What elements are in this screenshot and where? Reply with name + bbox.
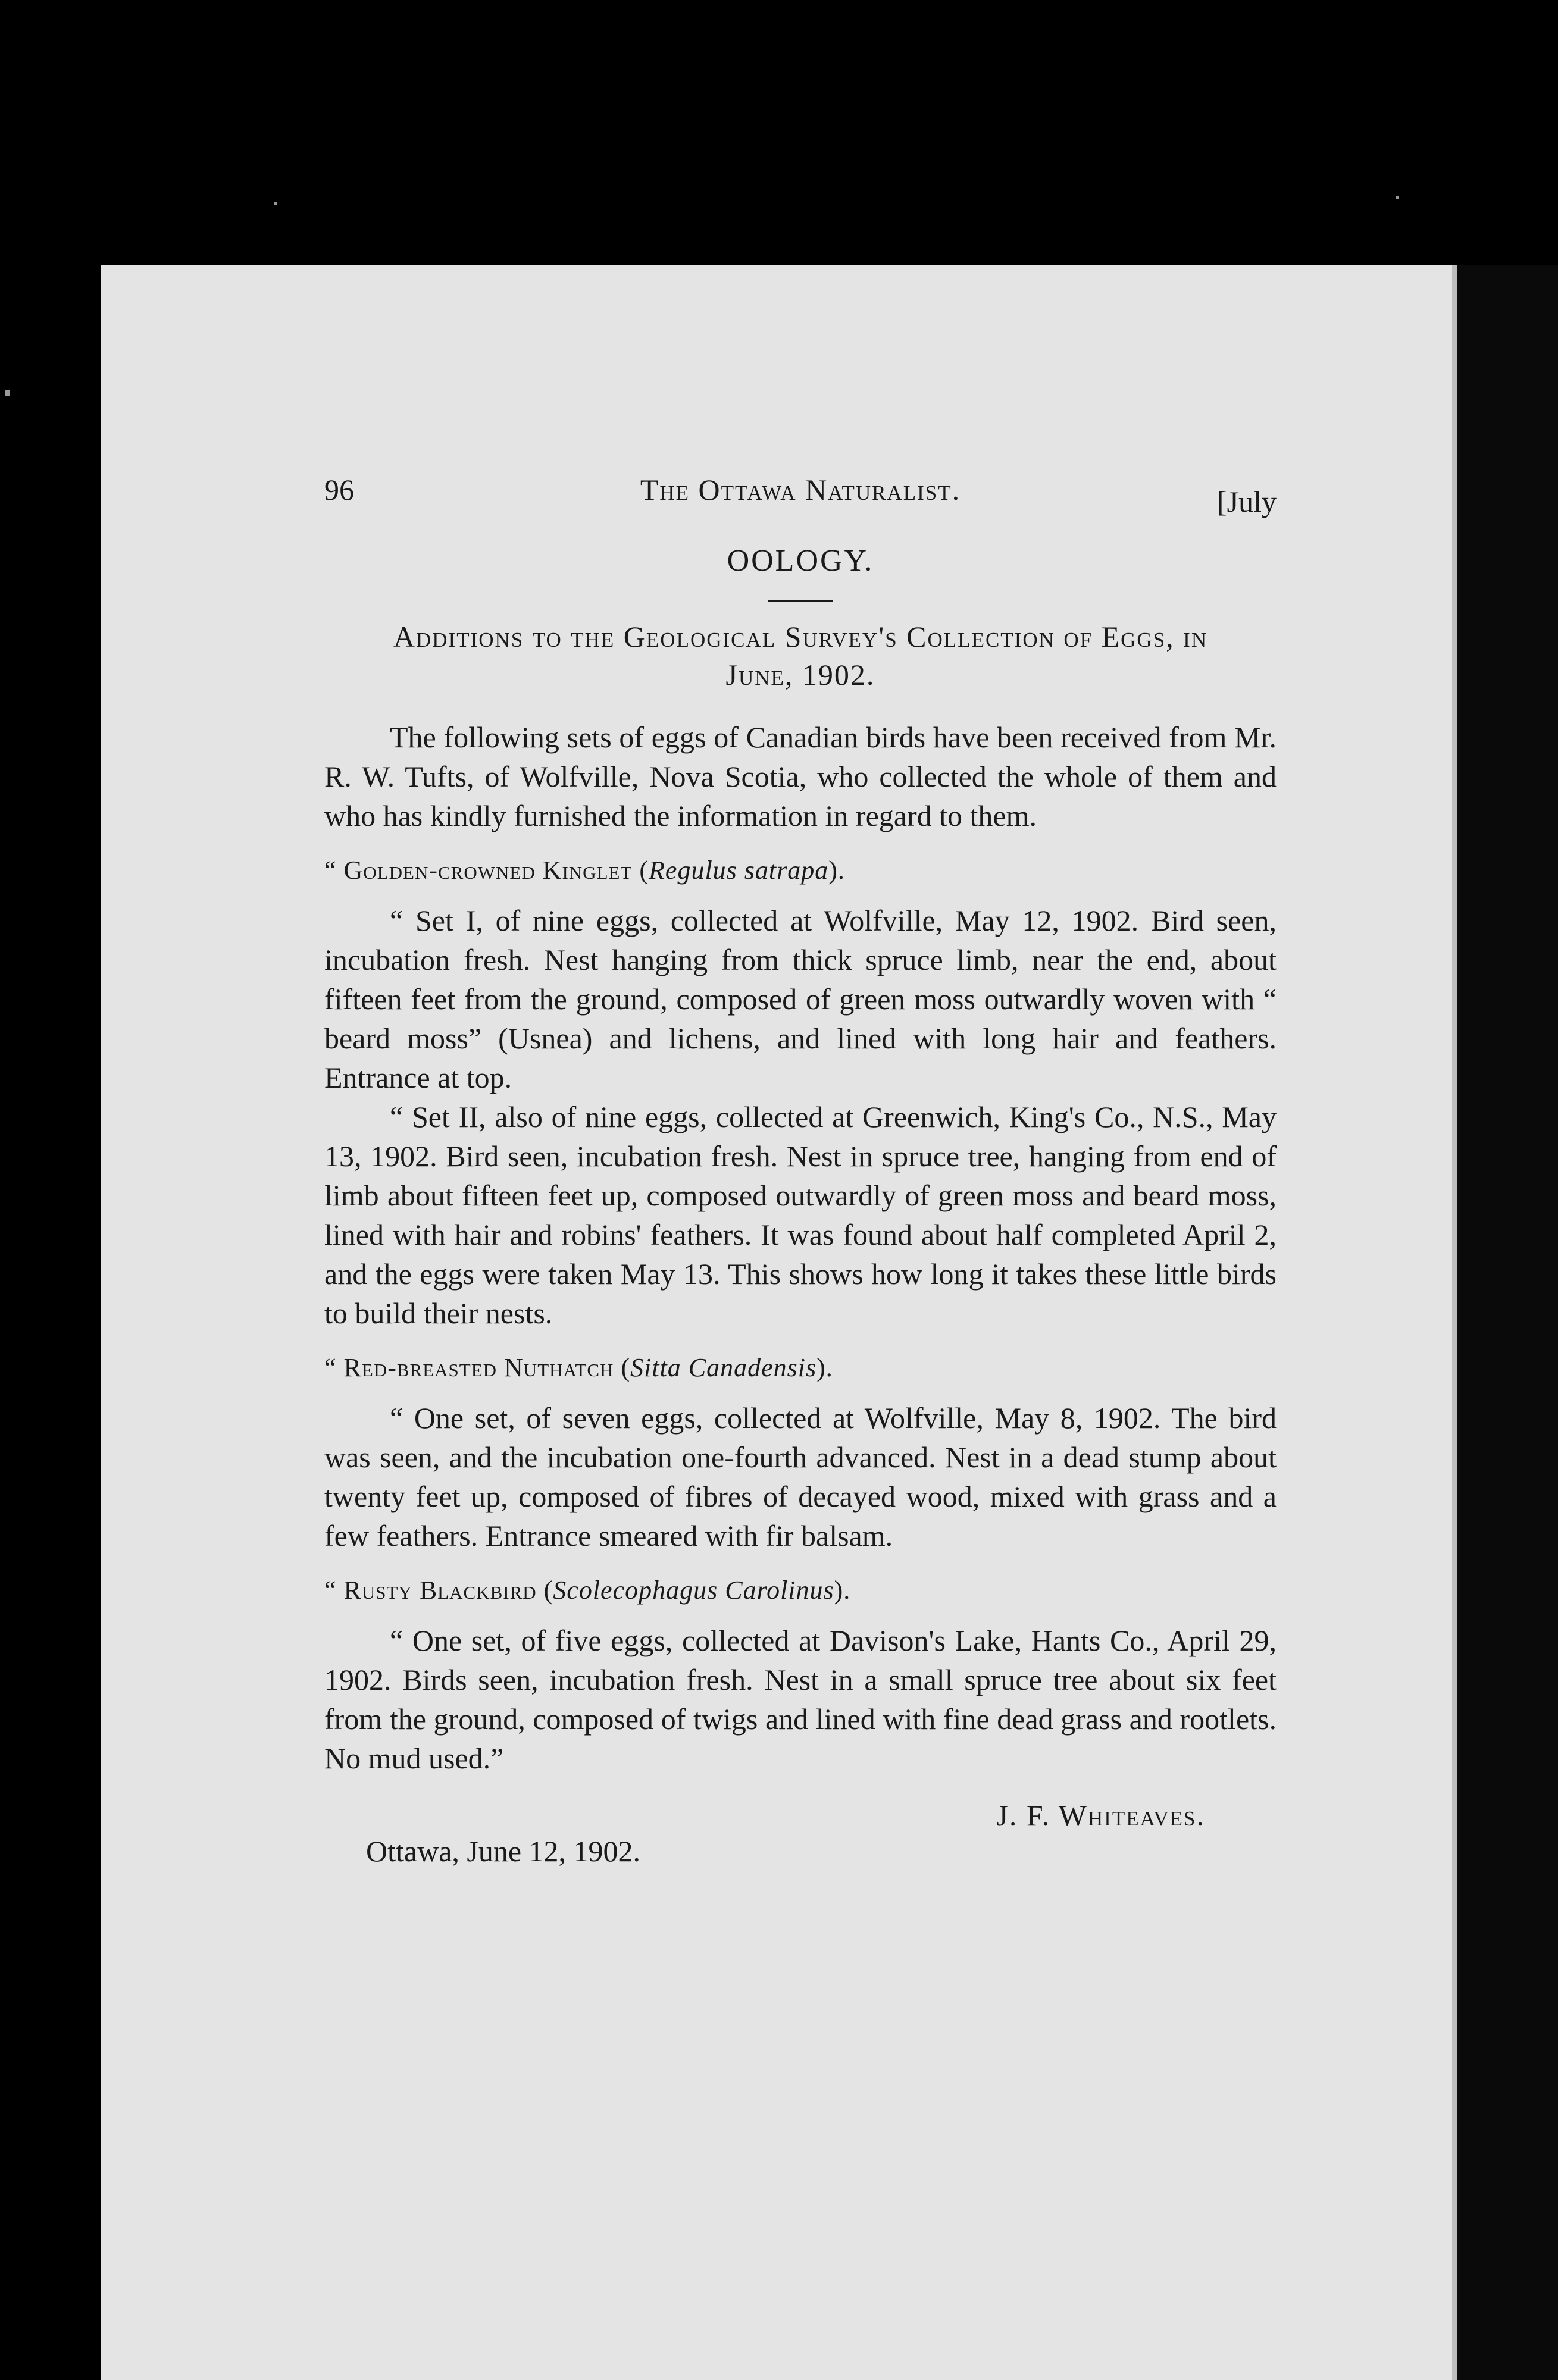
species-entry-kinglet [324, 851, 1277, 1333]
title-rule [768, 600, 833, 602]
scan-speck [5, 390, 10, 396]
species-entry-nuthatch [324, 1348, 1277, 1555]
species-latin-name: Regulus satrapa [649, 856, 829, 885]
species-entry-blackbird [324, 1571, 1277, 1778]
author-signature: J. F. Whiteaves. [996, 1799, 1205, 1832]
species-common-name: “ Golden-crowned Kinglet [324, 856, 633, 885]
page-number: 96 [324, 473, 354, 506]
issue-month: [July [1217, 485, 1277, 518]
adjacent-page-edge [1457, 265, 1558, 2380]
intro-paragraph: The following sets of eggs of Canadian birds have been received from Mr. R. W. Tufts, of Wolfville, Nova Scotia, who collected the whole of them and who has kindly furnished the information in regard to them. [324, 721, 1277, 832]
species-latin-name: Scolecophagus Carolinus [553, 1576, 834, 1605]
article-title-line-1: Additions to the Geological Survey's Collection of Eggs, in [393, 620, 1208, 653]
species-heading: “ Red-breasted Nuthatch (Sitta Canadensis). [324, 1353, 833, 1382]
running-head [324, 470, 1277, 518]
scan-speck [274, 202, 277, 205]
species-heading: “ Rusty Blackbird (Scolecophagus Carolinus). [324, 1576, 851, 1605]
journal-title: The Ottawa Naturalist. [640, 473, 961, 506]
record-paragraph: “ One set, of seven eggs, collected at Wolfville, May 8, 1902. The bird was seen, and the incubation one-fourth advanced. Nest in a dead stump about twenty feet up, composed of fibres of decayed wood, mixed with grass and a few feathers. Entrance smeared with fir balsam. [324, 1401, 1277, 1552]
species-common-name: “ Rusty Blackbird [324, 1576, 537, 1605]
species-latin-name: Sitta Canadensis [630, 1353, 817, 1382]
place-date: Ottawa, June 12, 1902. [366, 1834, 641, 1868]
article-title-line-2: June, 1902. [725, 658, 875, 691]
article-title [324, 618, 1277, 694]
record-paragraph: “ Set II, also of nine eggs, collected at Greenwich, King's Co., N.S., May 13, 1902. Bird seen, incubation fresh. Nest in spruce tree, hanging from end of limb about fifteen feet up, composed outwardly of green moss and beard moss, lined with hair and robins' feathers. It was found about half completed April 2, and the eggs were taken May 13. This shows how long it takes these little birds to build their nests. [324, 1100, 1277, 1330]
record-paragraph: “ Set I, of nine eggs, collected at Wolfville, May 12, 1902. Bird seen, incubation fresh. Nest hanging from thick spruce limb, near the end, about fifteen feet from the ground, composed of green moss outwardly woven with “ beard moss” (Usnea) and lichens, and lined with long hair and feathers. Entrance at top. [324, 904, 1277, 1094]
section-title: OOLOGY. [727, 544, 874, 578]
scan-speck [1396, 196, 1399, 199]
species-common-name: “ Red-breasted Nuthatch [324, 1353, 614, 1382]
signature-block [324, 1796, 1277, 1885]
page-content [324, 470, 1277, 1885]
species-heading: “ Golden-crowned Kinglet (Regulus satrapa). [324, 856, 845, 885]
page-gutter-line [1452, 265, 1457, 2380]
record-paragraph: “ One set, of five eggs, collected at Davison's Lake, Hants Co., April 29, 1902. Birds seen, incubation fresh. Nest in a small spruce tree about six feet from the ground, composed of twigs and lined with fine dead grass and rootlets. No mud used.” [324, 1624, 1277, 1775]
